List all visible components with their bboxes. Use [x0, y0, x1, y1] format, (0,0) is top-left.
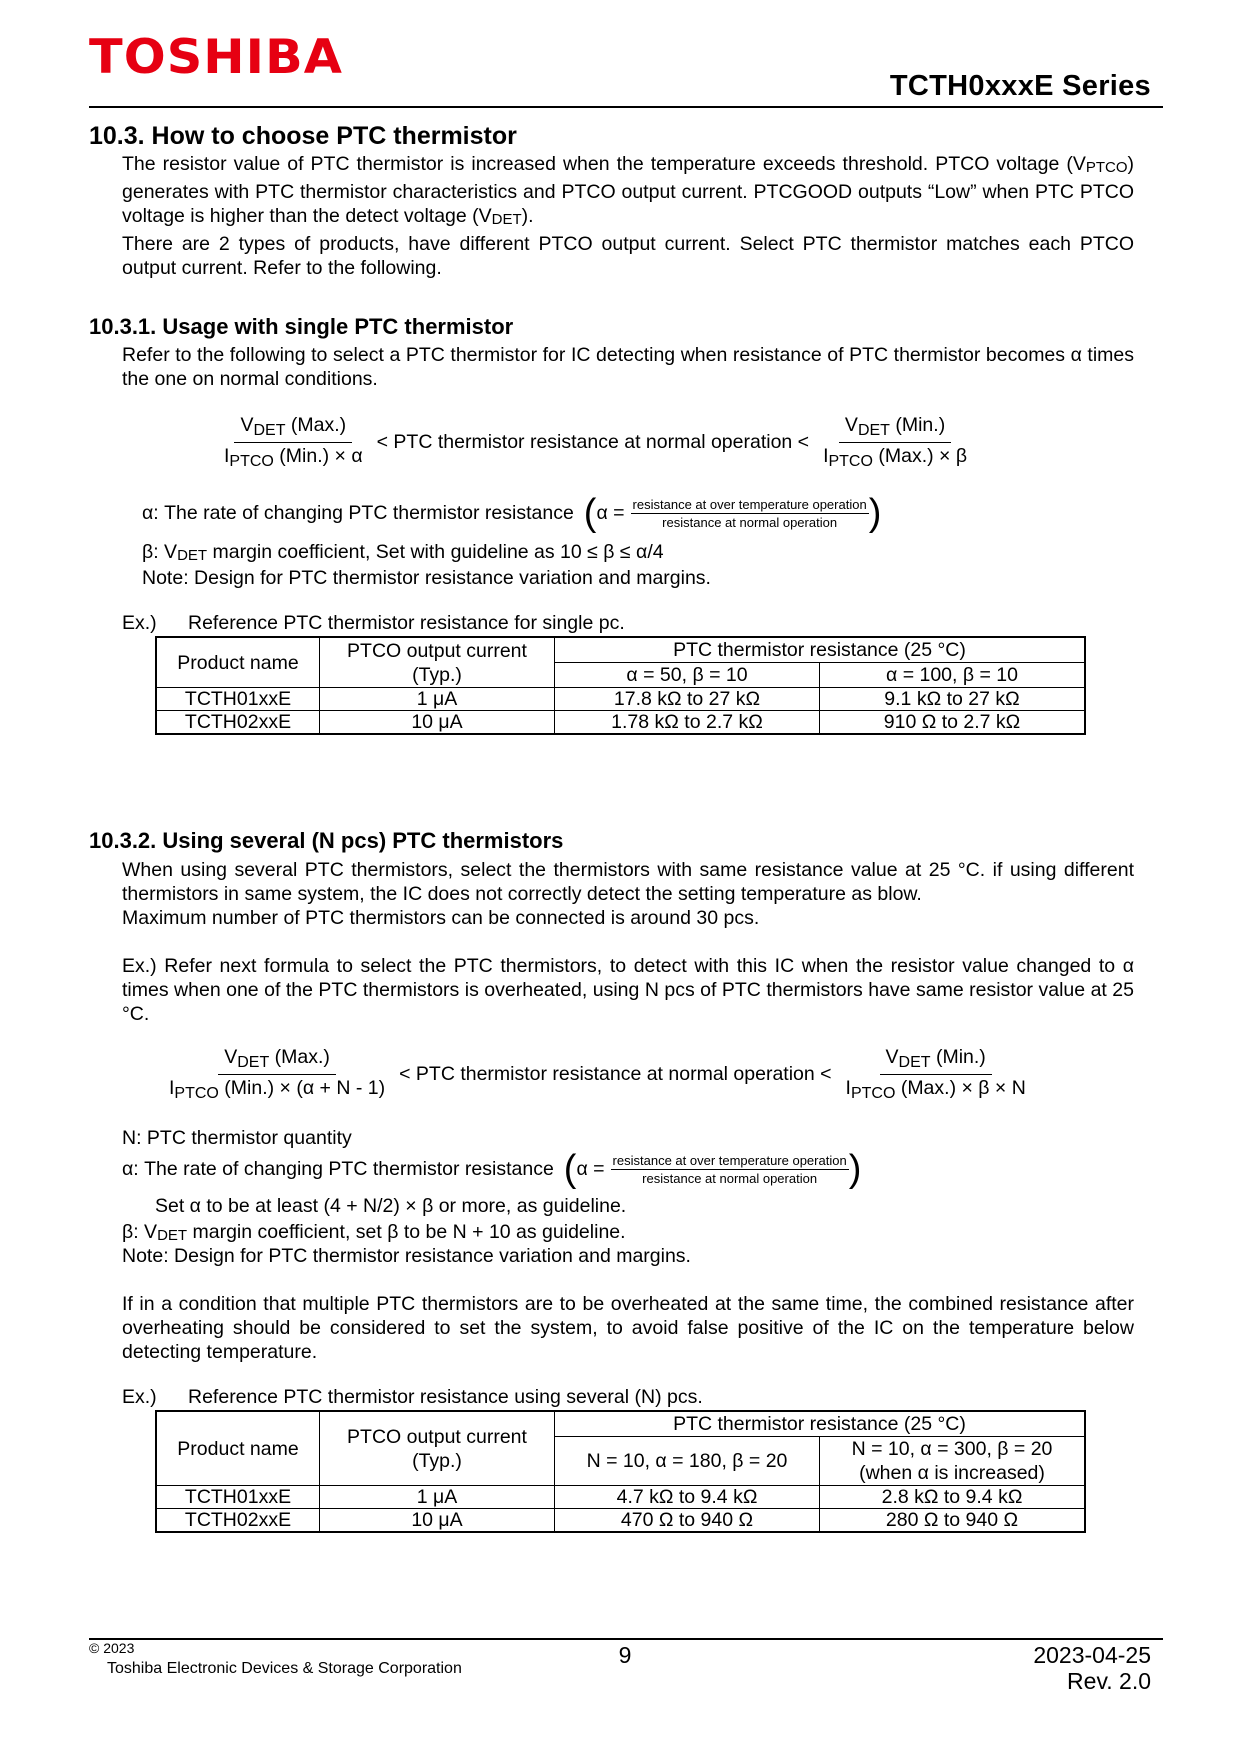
document-date: 2023-04-25: [1033, 1642, 1151, 1668]
header-col-2: N = 10, α = 300, β = 20 (when α is increased): [820, 1437, 1086, 1486]
series-title: TCTH0xxxE Series: [889, 70, 1151, 102]
header-product-name: Product name: [156, 1411, 320, 1486]
toshiba-logo: TOSHIBA: [89, 30, 343, 85]
right-fraction: $\frac{V_{DET} (Min.)}{I_{PTCO} (Max.) \times \beta}$: [823, 414, 968, 470]
n-definition: N: PTC thermistor quantity: [122, 1127, 352, 1149]
header-col-1: N = 10, α = 180, β = 20: [555, 1437, 820, 1486]
table-row: TCTH02xxE 10 μA 470 Ω to 940 Ω 280 Ω to 940 Ω: [156, 1509, 1085, 1533]
company-name: Toshiba Electronic Devices & Storage Corporation: [107, 1660, 462, 1677]
section-10-3-intro: The resistor value of PTC thermistor is increased when the temperature exceeds threshold. PTCO voltage (VPTCO) generates with PTC thermistor characteristics and PTCO output current. PTCGOOD outputs “Low” when PTC PTCO voltage is higher than the detect voltage (VDET). There are 2 types of products, have different PTCO output current. Select PTC thermistor matches each PTCO output current. Refer to the following.: [122, 153, 1134, 279]
alpha-guideline: Set α to be at least (4 + N/2) × β or more, as guideline.: [155, 1195, 627, 1217]
single-ptc-formula: [218, 414, 973, 471]
table-row: TCTH01xxE 1 μA 17.8 kΩ to 27 kΩ 9.1 kΩ to 27 kΩ: [156, 688, 1085, 711]
single-ptc-resistance-table: [155, 636, 1086, 735]
design-note: Note: Design for PTC thermistor resistance variation and margins.: [142, 567, 711, 589]
section-heading-10-3-2: 10.3.2. Using several (N pcs) PTC thermistors: [89, 828, 564, 853]
table-row: TCTH01xxE 1 μA 4.7 kΩ to 9.4 kΩ 2.8 kΩ to 9.4 kΩ: [156, 1486, 1085, 1509]
alpha-definition: α: The rate of changing PTC thermistor resistance ( α = $\frac{\text{resistance at over temperature operation}}{\text{resistance at normal operation}}$ ): [142, 492, 882, 534]
formula-middle-text: < PTC thermistor resistance at normal operation <: [399, 1063, 832, 1085]
design-note: Note: Design for PTC thermistor resistance variation and margins.: [122, 1245, 691, 1267]
header-output-current: PTCO output current (Typ.): [320, 637, 555, 688]
alpha-ratio-fraction: $\frac{\text{resistance at over temperature operation}}{\text{resistance at normal operation}}$: [612, 1152, 847, 1186]
table-1-caption: Ex.) Reference PTC thermistor resistance for single pc.: [122, 612, 625, 634]
document-revision: Rev. 2.0: [1067, 1668, 1151, 1694]
alpha-definition: α: The rate of changing PTC thermistor resistance ( α = $\frac{\text{resistance at over temperature operation}}{\text{resistance at normal operation}}$ ): [122, 1148, 862, 1190]
right-fraction: $\frac{V_{DET} (Min.)}{I_{PTCO} (Max.) \times \beta \times N}$: [845, 1046, 1026, 1102]
left-fraction: $\frac{V_{DET} (Max.)}{I_{PTCO} (Min.) \times (\alpha + N - 1)}$: [169, 1046, 386, 1102]
page-number: 9: [618, 1642, 632, 1668]
section-10-3-2-example-text: Ex.) Refer next formula to select the PTC thermistors, to detect with this IC when the resistor value changed to α times when one of the PTC thermistors is overheated, using N pcs of PTC thermistors have same resistor value at 25 °C.: [122, 955, 1134, 1025]
header-col-2: α = 100, β = 10: [820, 663, 1086, 688]
header-resistance: PTC thermistor resistance (25 °C): [555, 637, 1086, 663]
alpha-ratio-fraction: $\frac{\text{resistance at over temperature operation}}{\text{resistance at normal operation}}$: [632, 496, 867, 530]
header-resistance: PTC thermistor resistance (25 °C): [555, 1411, 1086, 1437]
section-10-3-2-intro: When using several PTC thermistors, select the thermistors with same resistance value at 25 °C. if using different thermistors in same system, the IC does not correctly detect the setting temperature as blow. Maximum number of PTC thermistors can be connected is around 30 pcs.: [122, 859, 1134, 929]
section-10-3-1-intro: Refer to the following to select a PTC thermistor for IC detecting when resistance of PTC thermistor becomes α times the one on normal conditions.: [122, 344, 1134, 390]
section-heading-10-3: 10.3. How to choose PTC thermistor: [89, 122, 517, 150]
beta-definition: β: VDET margin coefficient, set β to be N + 10 as guideline.: [122, 1221, 626, 1244]
header-product-name: Product name: [156, 637, 320, 688]
left-fraction: $\frac{V_{DET} (Max.)}{I_{PTCO} (Min.) \times \alpha}$: [224, 414, 363, 470]
footer-divider: [89, 1638, 1163, 1640]
header-col-1: α = 50, β = 10: [555, 663, 820, 688]
multiple-ptc-formula: [163, 1046, 1032, 1103]
section-heading-10-3-1: 10.3.1. Usage with single PTC thermistor: [89, 314, 514, 339]
copyright: © 2023: [89, 1640, 135, 1656]
beta-definition: β: VDET margin coefficient, Set with guideline as 10 ≤ β ≤ α/4: [142, 541, 664, 564]
formula-middle-text: < PTC thermistor resistance at normal operation <: [376, 431, 810, 453]
header-output-current: PTCO output current (Typ.): [320, 1411, 555, 1486]
table-2-caption: Ex.) Reference PTC thermistor resistance using several (N) pcs.: [122, 1386, 703, 1408]
overheat-text: If in a condition that multiple PTC thermistors are to be overheated at the same time, the combined resistance after overheating should be considered to set the system, to avoid false positive of the IC on the temperature below detecting temperature.: [122, 1293, 1134, 1363]
header-divider: [89, 106, 1163, 108]
multiple-ptc-resistance-table: [155, 1410, 1086, 1533]
table-row: TCTH02xxE 10 μA 1.78 kΩ to 2.7 kΩ 910 Ω to 2.7 kΩ: [156, 711, 1085, 735]
section-10-3-products-text: There are 2 types of products, have different PTCO output current. Select PTC thermistor matches each PTCO output current. Refer to the following.: [122, 233, 1134, 279]
